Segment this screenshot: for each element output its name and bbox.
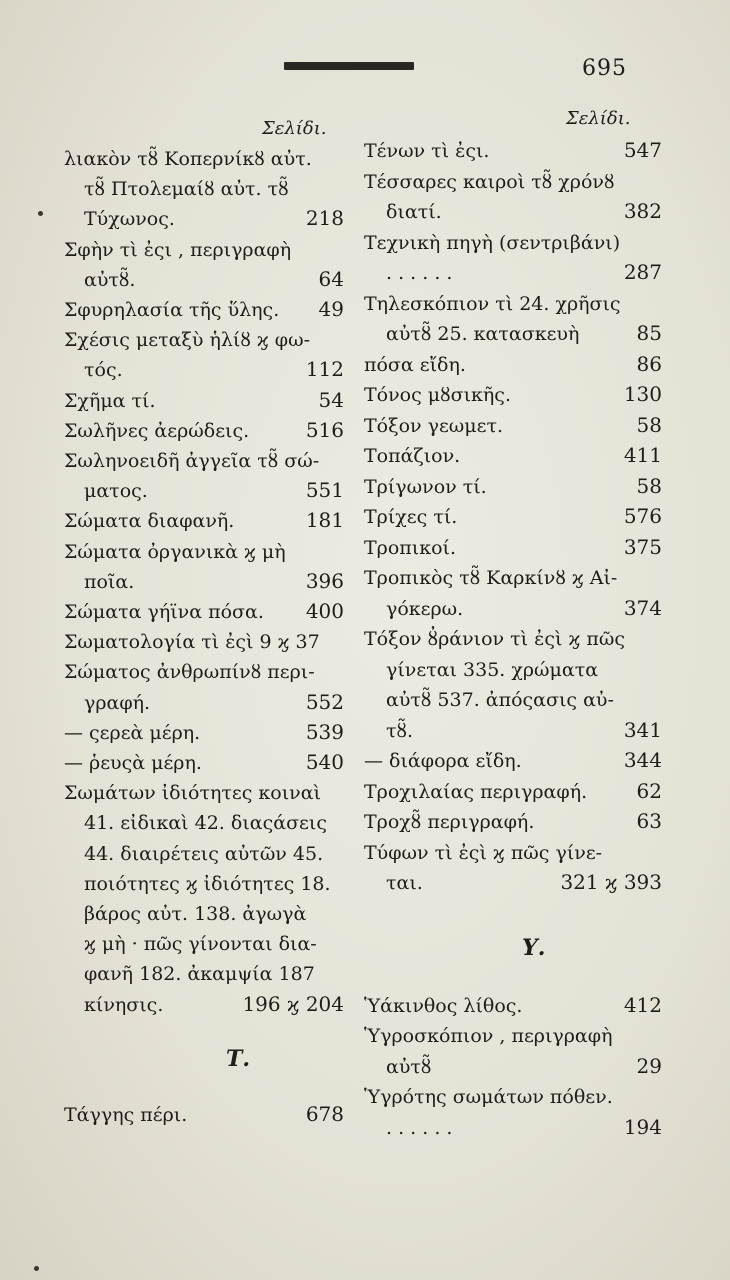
entry-line: Ὑάκινθος λίθος. (364, 994, 523, 1017)
entry-line: Σώματα γήϊνα πόσα. (64, 601, 264, 623)
entry-line: διατί. (386, 201, 442, 223)
ink-spot (38, 211, 43, 216)
entry-line: 44. διαιρέτεις αὐτῶν 45. (84, 842, 324, 865)
entry-line: Τόνος μȣσικῆς. (364, 384, 511, 406)
entry-line: Σωλῆνες ἀερώδεις. (64, 419, 250, 442)
entry-line: ματος. (84, 480, 148, 503)
entry-line: Σχῆμα τί. (64, 389, 156, 412)
entry-page-number: 382 (623, 199, 662, 223)
section-letter: Υ. (522, 934, 546, 961)
entry-line: Τοπάζιον. (364, 445, 461, 467)
header-rule (284, 62, 414, 70)
entry-line: ποῖα. (84, 570, 135, 593)
entry-line: πόσα εἴδη. (364, 353, 466, 376)
entry-page-number: 344 (623, 748, 662, 772)
entry-line: Τάγγης πέρι. (64, 1103, 188, 1126)
entry-line: τȣ̃ Πτολεμαίȣ αὐτ. τȣ̃ (84, 178, 289, 201)
entry-line: αὐτȣ̃. (84, 268, 136, 291)
entry-line: Τηλεσκόπιον τὶ 24. χρῆσις (364, 292, 621, 315)
entry-page-number: 63 (636, 809, 662, 833)
entry-line: Τροπικὸς τȣ̃ Καρκίνȣ ϗ Αἰ- (364, 567, 618, 589)
entry-line: Τρίγωνον τί. (364, 475, 487, 498)
entry-line: 41. εἰδικαὶ 42. διαςάσεις (84, 812, 327, 835)
entry-line: λιακὸν τȣ̃ Κοπερνίκȣ αὐτ. (64, 148, 312, 170)
entry-line: Τύφων τὶ ἐςὶ ϗ πῶς γίνε- (364, 841, 603, 864)
entry-page-number: 552 (305, 689, 344, 714)
entry-page-number: 540 (305, 750, 344, 774)
entry-page-number: 58 (636, 473, 662, 498)
entry-page-number: 516 (305, 417, 344, 442)
entry-line: Σώματος ἀνθρωπίνȣ περι- (64, 661, 315, 684)
entry-line: γραφή. (84, 691, 151, 714)
entry-page-number: 341 (623, 717, 662, 742)
entry-page-number: 321 ϗ 393 (560, 870, 662, 894)
entry-page-number: 58 (636, 412, 662, 437)
entry-line: Σωματολογία τὶ ἐςὶ 9 ϗ 37 (64, 631, 320, 654)
entry-line: ποιότητες ϗ ἰδιότητες 18. (84, 872, 331, 895)
entry-page-number: 539 (305, 719, 344, 744)
section-letter: Τ. (226, 1045, 251, 1072)
entry-line: τȣ̃. (386, 719, 414, 742)
entry-line: Τέσσαρες καιροὶ τȣ̃ χρόνȣ (364, 170, 615, 193)
entry-page-number: 112 (305, 357, 344, 382)
entry-line: Τροχȣ̃ περιγραφή. (364, 811, 535, 833)
entry-line: Σφὴν τὶ ἐςι , περιγραφὴ (64, 238, 292, 261)
entry-page-number: 181 (305, 508, 344, 533)
entry-line: κίνησις. (84, 993, 164, 1016)
entry-page-number: 85 (636, 321, 662, 345)
entry-page-number: 375 (623, 534, 662, 559)
entry-page-number: 86 (636, 351, 662, 376)
entry-line: τός. (84, 359, 123, 382)
entry-page-number: 411 (623, 443, 662, 467)
entry-line: Τρίχες τί. (364, 506, 458, 528)
entry-page-number: 62 (636, 778, 662, 803)
entry-line: Τεχνικὴ πηγὴ (σεντριβάνι) (364, 231, 621, 254)
entry-page-number: 29 (636, 1053, 662, 1078)
entry-line: Σώματα ὀργανικὰ ϗ μὴ (64, 540, 286, 563)
entry-line: αὐτȣ̃ (386, 1055, 432, 1078)
entry-line: Σωληνοειδῆ ἀγγεῖα τȣ̃ σώ- (64, 450, 320, 472)
entry-page-number: 374 (623, 595, 662, 620)
entry-page-number: 412 (623, 992, 662, 1017)
entry-page-number: 64 (318, 266, 344, 291)
entry-page-number: 396 (305, 568, 344, 593)
entry-line: βάρος αὐτ. 138. ἀγωγὰ (84, 903, 307, 925)
entry-line: Σώματα διαφανῆ. (64, 510, 235, 533)
entry-line: γόκερω. (386, 597, 464, 620)
entry-line: Σωμάτων ἰδιότητες κοιναὶ (64, 782, 322, 805)
entry-line: αὐτȣ̃ 537. ἀπόςασις αὐ- (386, 689, 614, 711)
column-heading: Σελίδι. (566, 108, 631, 129)
entry-page-number: 551 (305, 478, 344, 503)
entry-line: ϗ μὴ · πῶς γίνονται δια- (84, 933, 317, 956)
entry-line: . . . . . . (386, 262, 453, 284)
entry-line: Σχέσις μεταξὺ ἡλίȣ ϗ φω- (64, 329, 310, 352)
page-number: 695 (582, 56, 627, 81)
entry-line: — ςερεὰ μέρη. (64, 721, 201, 744)
entry-line: φανῆ 182. ἀκαμψία 187 (84, 963, 315, 986)
entry-page-number: 400 (305, 599, 344, 623)
entry-page-number: 218 (305, 206, 344, 231)
entry-line: γίνεται 335. χρώματα (386, 658, 599, 681)
entry-page-number: 49 (318, 297, 344, 321)
entry-page-number: 196 ϗ 204 (242, 991, 344, 1016)
entry-page-number: 130 (623, 382, 662, 406)
column-heading: Σελίδι. (262, 118, 327, 139)
entry-line: Σφυρηλασία τῆς ὕλης. (64, 299, 280, 321)
entry-line: Τόξον γεωμετ. (364, 414, 504, 437)
entry-page-number: 678 (305, 1101, 344, 1126)
entry-line: — διάφορα εἴδη. (364, 750, 522, 772)
entry-line: Τύχωνος. (84, 208, 175, 231)
entry-line: Ὑγρότης σωμάτων πόθεν. (364, 1086, 613, 1108)
entry-line: . . . . . . (386, 1116, 453, 1139)
entry-page-number: 194 (623, 1114, 662, 1139)
entry-line: αὐτȣ̃ 25. κατασκευὴ (386, 323, 580, 345)
entry-line: Τροχιλαίας περιγραφή. (364, 780, 588, 803)
entry-line: Ὑγροσκόπιον , περιγραφὴ (364, 1025, 613, 1047)
entry-page-number: 576 (623, 504, 662, 528)
entry-line: Τόξον ȣ̓ράνιον τὶ ἐςὶ ϗ πῶς (364, 628, 625, 650)
entry-line: ται. (386, 872, 423, 894)
entry-line: — ῥευςὰ μέρη. (64, 752, 202, 774)
entry-line: Τένων τὶ ἐςι. (364, 140, 490, 162)
entry-line: Τροπικοί. (364, 536, 457, 559)
entry-page-number: 54 (318, 387, 344, 412)
ink-spot (34, 1266, 39, 1271)
entry-page-number: 547 (623, 138, 662, 162)
entry-page-number: 287 (623, 260, 662, 284)
